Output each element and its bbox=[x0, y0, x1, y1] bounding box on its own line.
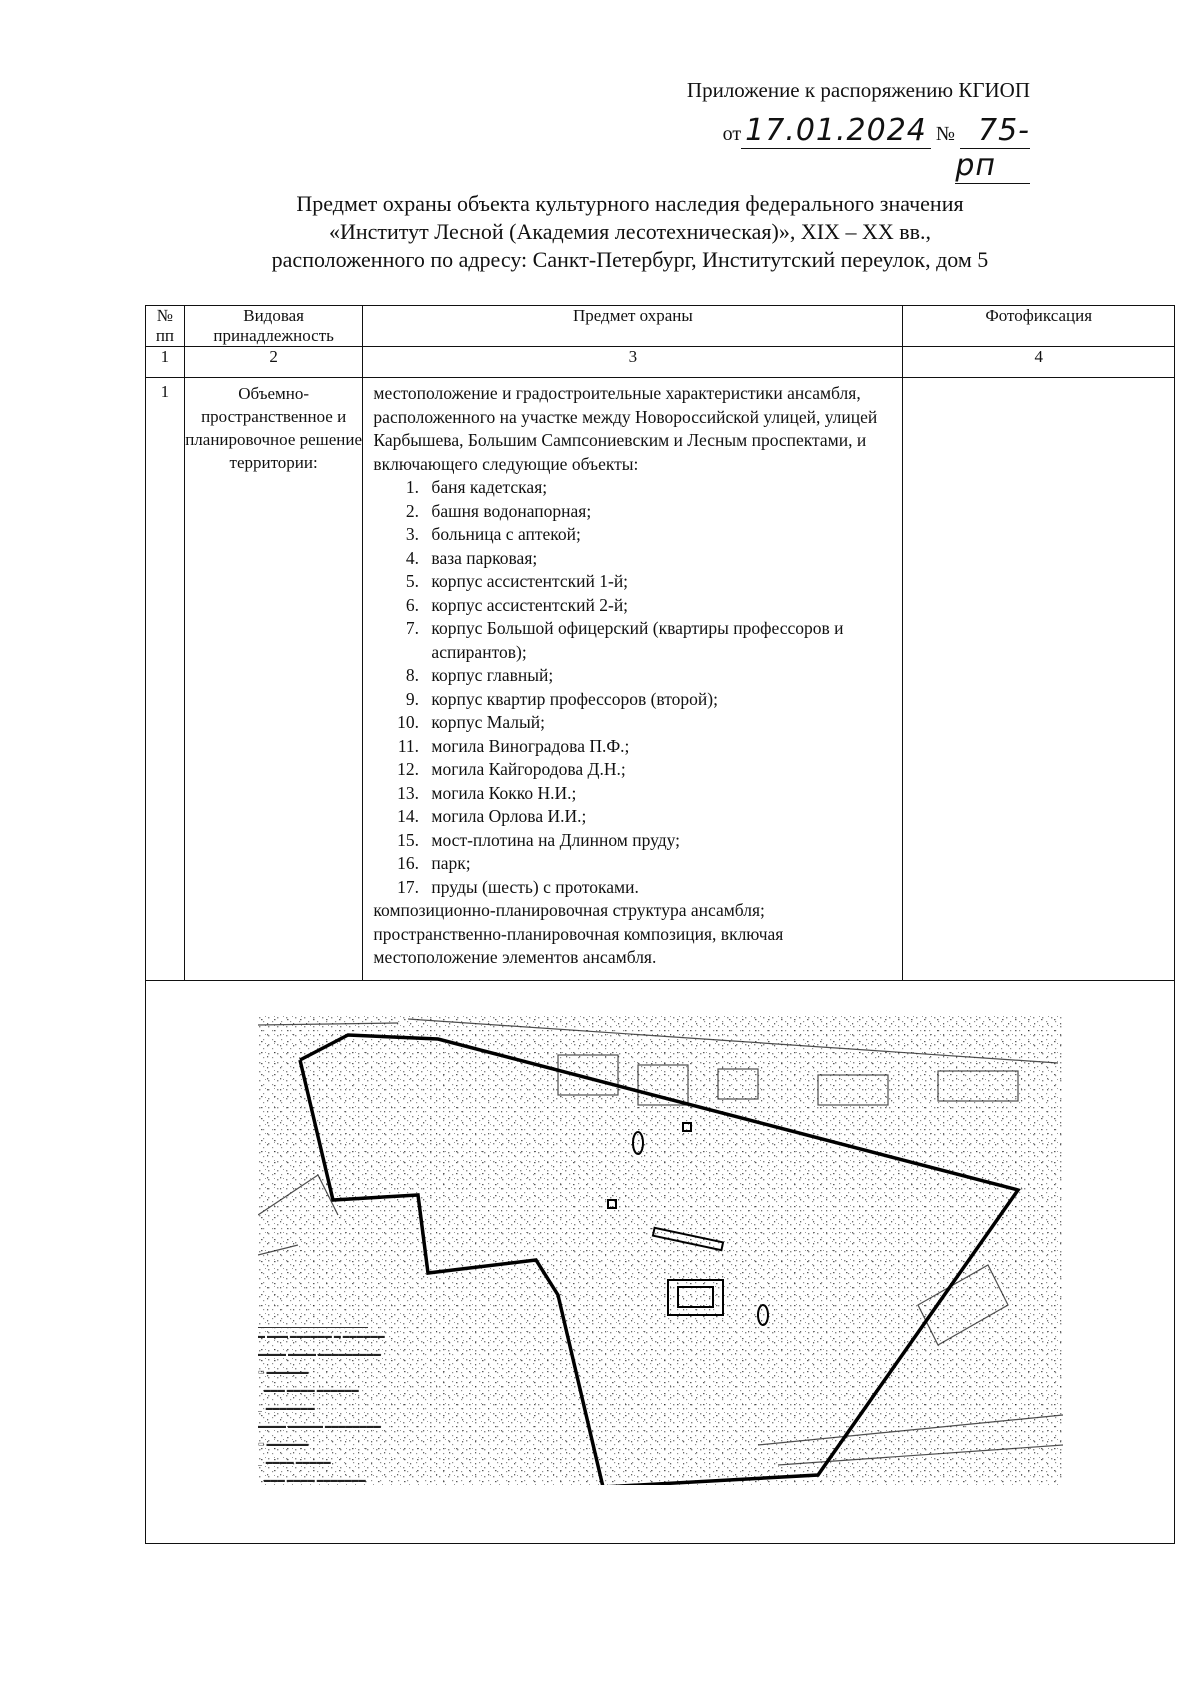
list-item: 15. мост-плотина на Длинном пруду; bbox=[423, 829, 894, 853]
col-number-4: 4 bbox=[903, 347, 1175, 378]
object-list bbox=[373, 476, 894, 899]
row-intro: местоположение и градостроительные характеристики ансамбля, расположенного на участке между Новороссийской улицей, улицей Карбышева, Большим Сампсониевским и Лесным проспектами, и включающего следующие объекты: bbox=[373, 383, 878, 474]
list-item: 11. могила Виноградова П.Ф.; bbox=[423, 735, 894, 759]
list-item: 9. корпус квартир профессоров (второй); bbox=[423, 688, 894, 712]
legend-line: ▬▬▬▬ ▬▬▬▬ ▬▬▬▬▬▬▬▬▬ bbox=[258, 1351, 381, 1358]
title-line-1: Предмет охраны объекта культурного наследия федерального значения bbox=[296, 191, 964, 216]
legend-line: ▬▬▬ ▬▬▬▬ ▬▬▬▬▬▬ bbox=[258, 1387, 359, 1394]
list-item: 17. пруды (шесть) с протоками. bbox=[423, 876, 894, 900]
document-title bbox=[130, 190, 1130, 274]
list-item: 10. корпус Малый; bbox=[423, 711, 894, 735]
legend-line: _ ▬▬▬▬ ▬▬▬▬▬ bbox=[258, 1459, 331, 1466]
date-prefix: от bbox=[722, 123, 742, 145]
table-header-row bbox=[146, 306, 1175, 347]
header-num: № пп bbox=[146, 306, 185, 347]
col-number-2: 2 bbox=[184, 347, 363, 378]
legend-line: ▭ ▬▬▬▬▬▬ bbox=[258, 1441, 309, 1448]
list-item: 8. корпус главный; bbox=[423, 664, 894, 688]
list-item: 13. могила Кокко Н.И.; bbox=[423, 782, 894, 806]
legend-line: ▬ ▬▬▬ ▬▬▬▬▬▬ ▬ ▬▬▬▬▬▬ bbox=[258, 1333, 385, 1340]
number-value: 75-рп bbox=[955, 113, 1030, 183]
list-item: 5. корпус ассистентский 1-й; bbox=[423, 570, 894, 594]
legend-heading-line bbox=[258, 1315, 368, 1328]
row-outro-1: композиционно-планировочная структура ансамбля; bbox=[373, 900, 765, 920]
date-value: 17.01.2024 bbox=[741, 113, 931, 149]
header-kind: Видовая принадлежность bbox=[184, 306, 363, 347]
appendix-header bbox=[650, 78, 1030, 183]
list-item: 3. больница с аптекой; bbox=[423, 523, 894, 547]
header-photo: Фотофиксация bbox=[903, 306, 1175, 347]
list-item: 12. могила Кайгородова Д.Н.; bbox=[423, 758, 894, 782]
appendix-date-line bbox=[650, 113, 1030, 183]
row-outro-2: пространственно-планировочная композиция, включая местоположение элементов ансамбля. bbox=[373, 923, 784, 967]
title-line-2: «Институт Лесной (Академия лесотехническая)», XIX – XX вв., bbox=[328, 219, 931, 244]
col-number-3: 3 bbox=[363, 347, 903, 378]
list-item: 2. башня водонапорная; bbox=[423, 500, 894, 524]
list-item: 14. могила Орлова И.И.; bbox=[423, 805, 894, 829]
legend-line: ▬▬▬▬ ▬▬▬▬▬ ▬▬▬▬▬▬▬▬ bbox=[258, 1423, 381, 1430]
legend-line: _ ▬▬▬▬▬▬▬ bbox=[258, 1405, 315, 1412]
number-prefix: № bbox=[935, 123, 955, 145]
list-item: 6. корпус ассистентский 2-й; bbox=[423, 594, 894, 618]
col-number-1: 1 bbox=[146, 347, 185, 378]
title-line-3: расположенного по адресу: Санкт-Петербург, Институтский переулок, дом 5 bbox=[271, 247, 989, 272]
header-subject: Предмет охраны bbox=[363, 306, 903, 347]
map-legend-image bbox=[258, 1315, 518, 1490]
list-item: 16. парк; bbox=[423, 852, 894, 876]
row-content bbox=[363, 378, 903, 981]
list-item: 4. ваза парковая; bbox=[423, 547, 894, 571]
list-item: 7. корпус Большой офицерский (квартиры профессоров и аспирантов); bbox=[423, 617, 894, 664]
list-item: 1. баня кадетская; bbox=[423, 476, 894, 500]
table-number-row bbox=[146, 347, 1175, 378]
row-num: 1 bbox=[146, 378, 185, 981]
row-photo bbox=[903, 378, 1175, 981]
appendix-title: Приложение к распоряжению КГИОП bbox=[686, 78, 1030, 102]
table-row bbox=[146, 378, 1175, 981]
legend-line: ▭ ▬▬▬▬▬▬ bbox=[258, 1369, 309, 1376]
legend-line: ▬▬▬ ▬▬▬▬ ▬▬▬▬▬▬▬ bbox=[258, 1477, 366, 1484]
row-kind: Объемно-пространственное и планировочное решение территории: bbox=[184, 378, 363, 981]
